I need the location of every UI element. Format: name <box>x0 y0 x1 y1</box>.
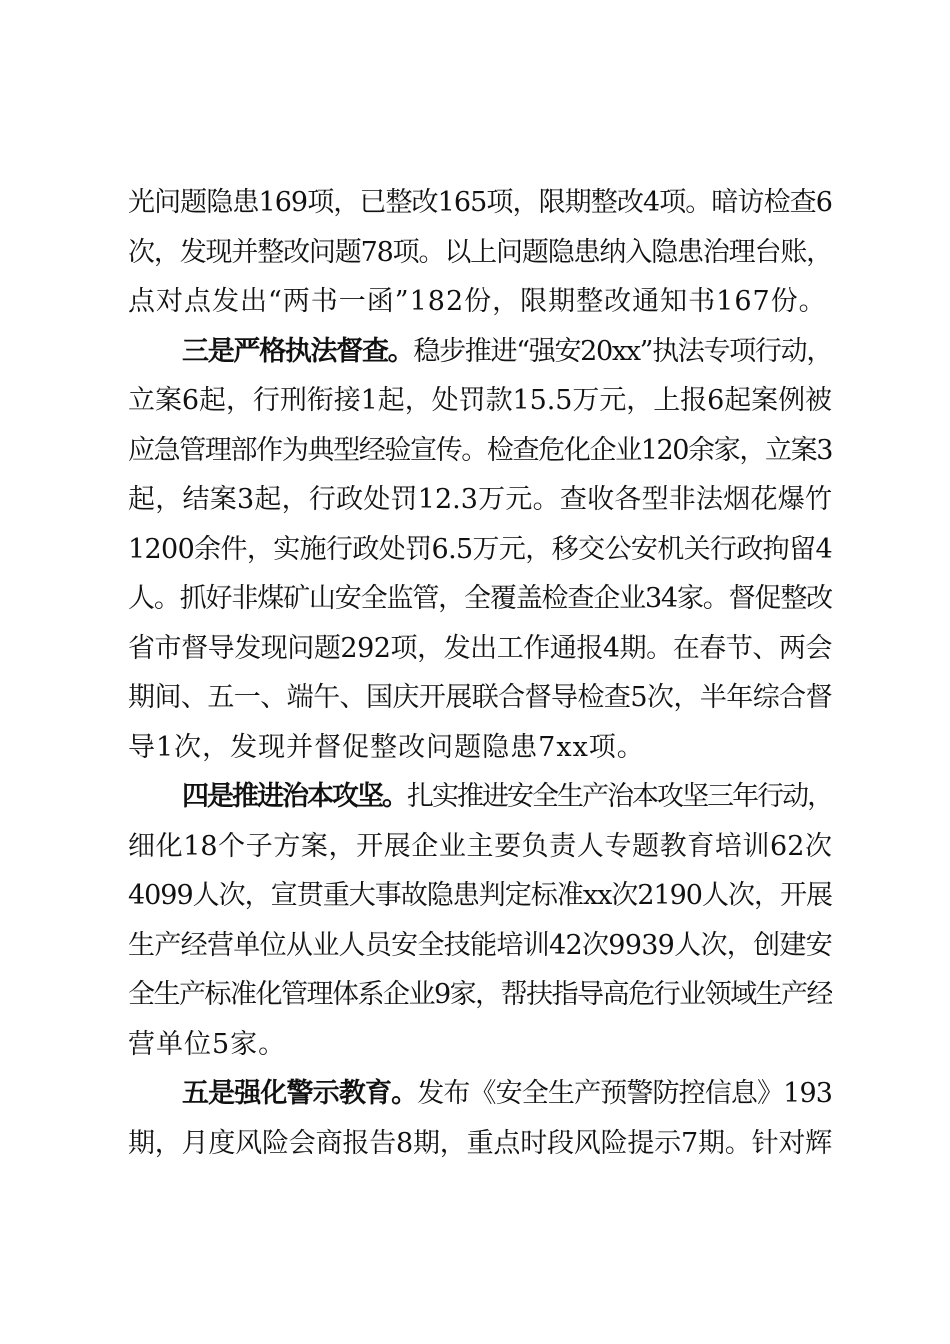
line-text: 人。抓好非煤矿山安全监管，全覆盖检查企业34家。督促整改 <box>128 583 832 614</box>
text-line <box>128 525 832 575</box>
text-line <box>128 228 832 278</box>
text-line <box>128 277 832 327</box>
text-line <box>128 327 832 377</box>
text-line <box>128 921 832 971</box>
paragraph-heading: 三是严格执法督查。 <box>182 335 414 367</box>
text-line <box>128 426 832 476</box>
text-line <box>128 970 832 1020</box>
line-text: 生产经营单位从业人员安全技能培训42次9939人次，创建安 <box>128 929 832 961</box>
line-text: 稳步推进“强安20xx”执法专项行动， <box>413 335 832 367</box>
line-text: 1200余件，实施行政处罚6.5万元，移交公安机关行政拘留4 <box>128 533 832 565</box>
text-line <box>128 871 832 921</box>
line-text: 发布《安全生产预警防控信息》193 <box>417 1078 832 1109</box>
line-text: 立案6起，行刑衔接1起，处罚款15.5万元，上报6起案例被 <box>128 385 832 416</box>
document-body <box>128 178 832 1168</box>
text-line <box>128 1020 832 1070</box>
text-line <box>128 376 832 426</box>
paragraph-heading: 四是推进治本攻坚。 <box>182 781 408 812</box>
line-text: 光问题隐患169项，已整改165项，限期整改4项。暗访检查6 <box>128 187 832 218</box>
line-text: 扎实推进安全生产治本攻坚三年行动， <box>407 781 832 812</box>
line-text: 省市督导发现问题292项，发出工作通报4期。在春节、两会 <box>128 632 832 664</box>
text-line <box>128 475 832 525</box>
text-line <box>128 772 832 822</box>
line-text: 细化18个子方案，开展企业主要负责人专题教育培训62次 <box>128 830 832 862</box>
line-text: 导1次，发现并督促整改问题隐患7xx项。 <box>128 731 645 763</box>
text-line <box>128 624 832 674</box>
text-line <box>128 178 832 228</box>
line-text: 点对点发出“两书一函”182份，限期整改通知书167份。 <box>128 286 827 317</box>
text-line <box>128 822 832 872</box>
paragraph-heading: 五是强化警示教育。 <box>182 1078 418 1109</box>
text-line <box>128 1119 832 1169</box>
line-text: 期，月度风险会商报告8期，重点时段风险提示7期。针对辉 <box>128 1127 832 1159</box>
line-text: 次，发现并整改问题78项。以上问题隐患纳入隐患治理台账， <box>128 236 832 268</box>
line-text: 营单位5家。 <box>128 1028 287 1060</box>
line-text: 起，结案3起，行政处罚12.3万元。查收各型非法烟花爆竹 <box>128 484 832 515</box>
text-line <box>128 673 832 723</box>
line-text: 全生产标准化管理体系企业9家，帮扶指导高危行业领域生产经 <box>128 979 832 1010</box>
line-text: 4099人次，宣贯重大事故隐患判定标准xx次2190人次，开展 <box>128 880 832 911</box>
text-line <box>128 574 832 624</box>
line-text: 期间、五一、端午、国庆开展联合督导检查5次，半年综合督 <box>128 682 832 713</box>
text-line <box>128 1069 832 1119</box>
text-line <box>128 723 832 773</box>
line-text: 应急管理部作为典型经验宣传。检查危化企业120余家，立案3 <box>128 434 832 466</box>
